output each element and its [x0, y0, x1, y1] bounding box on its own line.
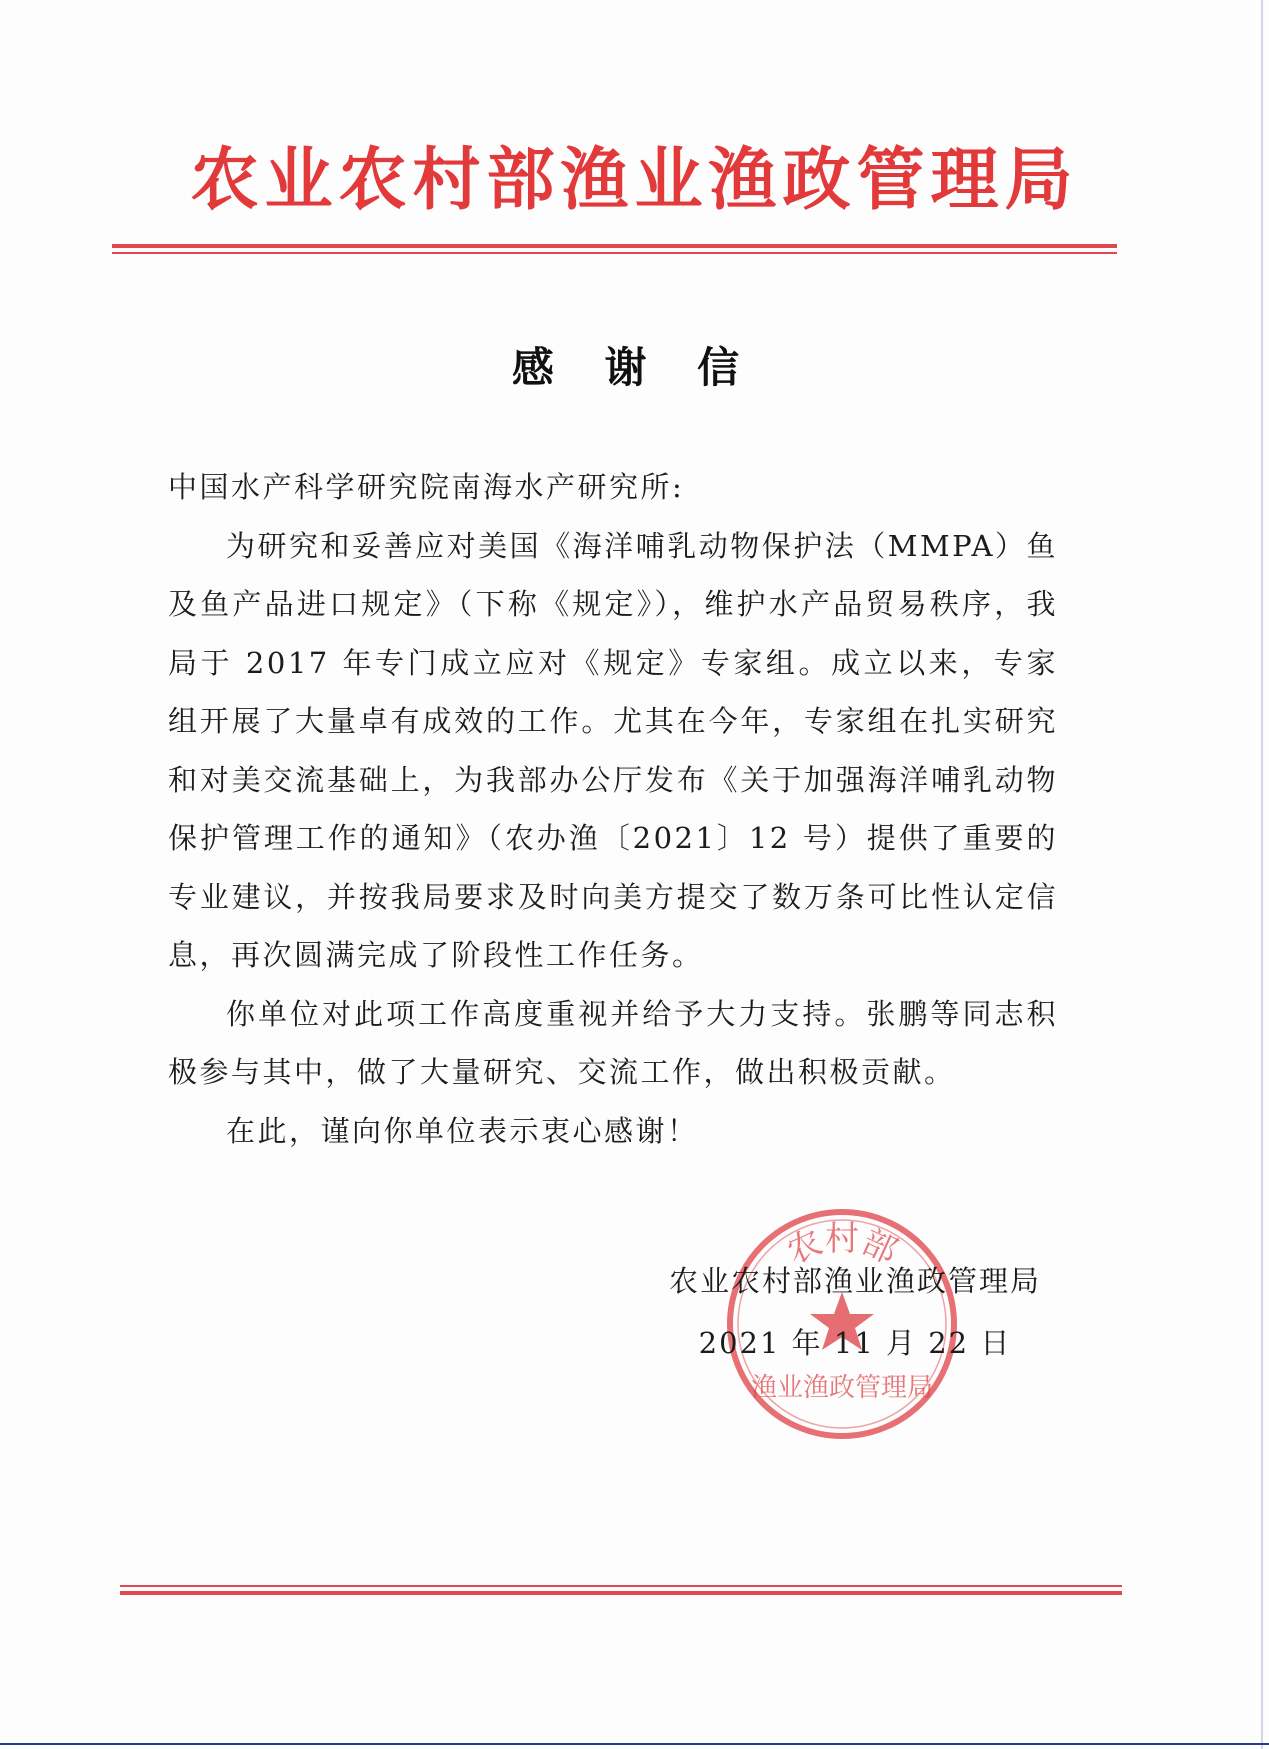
footer-rule-thin	[120, 1585, 1122, 1587]
paragraph-3: 在此，谨向你单位表示衷心感谢！	[226, 1113, 699, 1148]
salutation: 中国水产科学研究院南海水产研究所:	[168, 470, 685, 504]
footer-rule-thick	[120, 1591, 1122, 1595]
signature-organization: 农业农村部渔业渔政管理局	[668, 1264, 1041, 1298]
seal-bottom-text: 渔业渔政管理局	[750, 1373, 934, 1403]
letterhead-rule-thin	[112, 252, 1117, 254]
page-right-edge	[1261, 0, 1263, 1749]
page-bottom-edge	[0, 1743, 1269, 1745]
signature-date: 2021 年 11 月 22 日	[698, 1326, 1012, 1360]
letter-body	[168, 458, 1058, 1160]
paragraph-2: 你单位对此项工作高度重视并给予大力支持。张鹏等同志积极参与其中，做了大量研究、交流工作，做出积极贡献。	[168, 996, 1058, 1089]
document-title: 感 谢 信	[511, 343, 758, 392]
paragraph-1: 为研究和妥善应对美国《海洋哺乳动物保护法（MMPA）鱼及鱼产品进口规定》（下称《规定》），维护水产品贸易秩序，我局于 2017 年专门成立应对《规定》专家组。成立以来，专家组开展了大量卓有成效的工作。尤其在今年，专家组在扎实研究和对美交流基础上，为我部办公厅发布《关于加强海洋哺乳动物保护管理工作的通知》（农办渔〔2021〕12 号）提供了重要的专业建议，并按我局要求及时向美方提交了数万条可比性认定信息，再次圆满完成了阶段性工作任务。	[168, 528, 1058, 972]
signature-block	[640, 1250, 1070, 1374]
letterhead-title: 农业农村部渔业渔政管理局	[190, 140, 1079, 220]
seal-top-text: 农村部	[780, 1219, 904, 1273]
letterhead-rule-thick	[112, 244, 1117, 248]
